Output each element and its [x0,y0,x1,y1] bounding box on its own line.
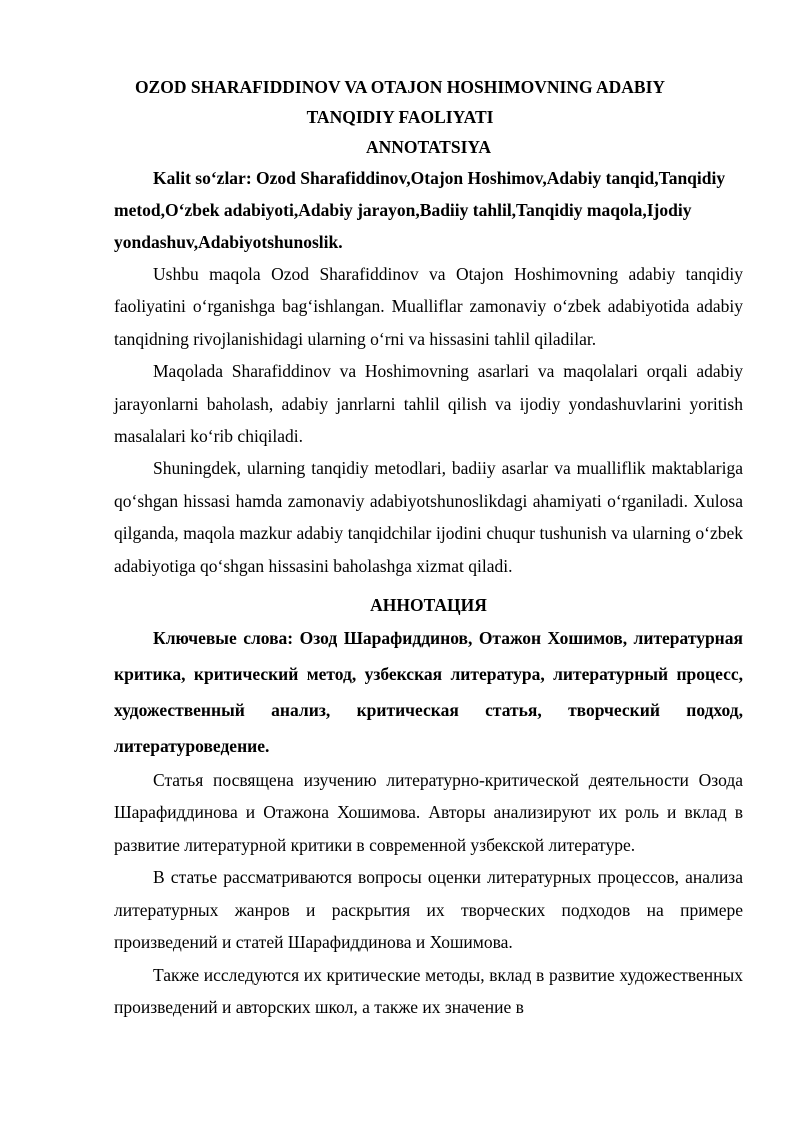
russian-paragraph-1: Статья посвящена изучению литературно-критической деятельности Озода Шарафиддинова и Отажона Хошимова. Авторы анализируют их роль и вклад в развитие литературной критики в современной узбекской литературе. [114,770,743,855]
russian-keywords: Ключевые слова: Озод Шарафиддинов, Отажон Хошимов, литературная критика, критический метод, узбекская литература, литературный процесс, художественный анализ, критическая статья, творческий подход, литературоведение. [114,628,743,757]
article-title-line-2: TANQIDIY FAOLIYATI [306,107,494,127]
russian-paragraph-2: В статье рассматриваются вопросы оценки литературных процессов, анализа литературных жанров и раскрытия их творческих подходов на примере произведений и статей Шарафиддинова и Хошимова. [114,867,743,953]
uzbek-paragraph-3: Shuningdek, ularning tanqidiy metodlari, badiiy asarlar va mualliflik maktablariga qo‘shgan hissasi hamda zamonaviy adabiyotshunoslikdagi ahamiyati o‘rganiladi. Xulosa qilganda, maqola mazkur adabiy tanqidchilar ijodini chuqur tushunish va ularning o‘zbek adabiyotiga qo‘shgan hissasini baholashga xizmat qiladi. [114,458,743,576]
russian-paragraph-3: Также исследуются их критические методы, вклад в развитие художественных произведений и авторских школ, а также их значение в [114,964,743,1017]
uzbek-paragraph-2: Maqolada Sharafiddinov va Hoshimovning asarlari va maqolalari orqali adabiy jarayonlarni baholash, adabiy janrlarni tahlil qilish va ijodiy yondashuvlarini yoritish masalalari ko‘rib chiqiladi. [114,361,743,447]
russian-annotation-heading: АННОТАЦИЯ [370,595,487,616]
article-title-line-1: OZOD SHARAFIDDINOV VA OTAJON HOSHIMOVNING ADABIY [134,77,666,97]
uzbek-paragraph-1: Ushbu maqola Ozod Sharafiddinov va Otajon Hoshimovning adabiy tanqidiy faoliyatini o‘rganishga bag‘ishlangan. Mualliflar zamonaviy o‘zbek adabiyotida adabiy tanqidning rivojlanishidagi ularning o‘rni va hissasini tahlil qiladilar. [114,264,743,349]
article-title [57,72,743,132]
uzbek-keywords: Kalit so‘zlar: Ozod Sharafiddinov,Otajon Hoshimov,Adabiy tanqid,Tanqidiy metod,O‘zbek adabiyoti,Adabiy jarayon,Badiiy tahlil,Tanqidiy maqola,Ijodiy yondashuv,Adabiyotshunoslik. [114,168,726,252]
uzbek-annotation-heading: ANNOTATSIYA [365,137,492,157]
